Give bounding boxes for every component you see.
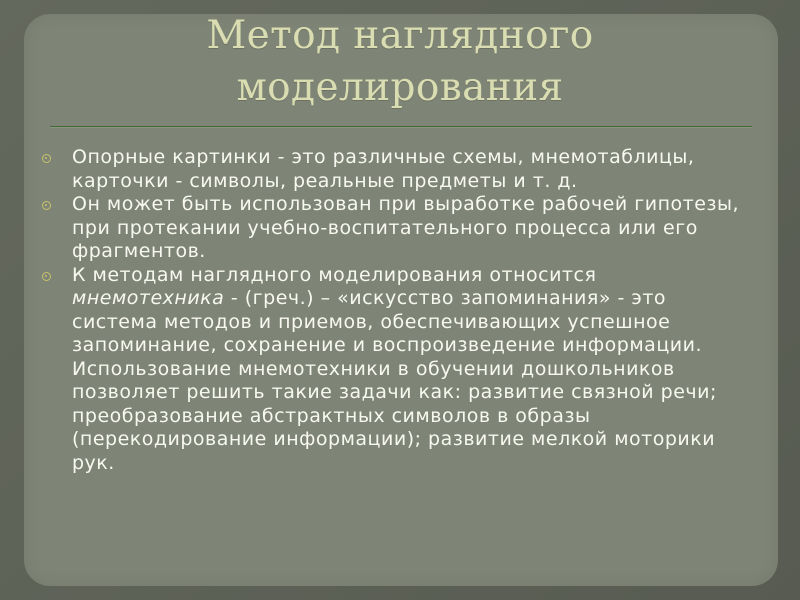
bullet-text-after-emphasis: - (греч.) – «искусство запоминания» - это система методов и приемов, обеспечивающих успешное запоминание, сохранение и воспроизведение информации. Использование мнемотехники в обучении дошкольников позволяет решить такие задачи как: развитие связной речи; преобразование абстрактных символов в образы (перекодирование информации); развитие мелкой моторики рук. (72, 287, 717, 474)
bullet-text: Он может быть использован при выработке рабочей гипотезы, при протекании учебно-воспитательного процесса или его фрагментов. (72, 193, 740, 262)
title-line-2: моделирования (236, 65, 564, 110)
bullet-text-before-emphasis: К методам наглядного моделирования относится (72, 263, 597, 286)
circle-outline-icon (42, 154, 51, 163)
slide-title (0, 10, 800, 114)
title-divider (50, 126, 752, 127)
title-line-1: Метод наглядного (206, 13, 594, 58)
bullet-text: Опорные картинки - это различные схемы, мнемотаблицы, карточки - символы, реальные предметы и т. д. (72, 146, 695, 192)
bullet-item-3 (40, 264, 752, 476)
bullet-item-1 (40, 146, 752, 193)
bullet-list (40, 146, 752, 475)
emphasis-term: мнемотехника (72, 287, 225, 309)
circle-outline-icon (42, 201, 51, 210)
bullet-item-2 (40, 193, 752, 264)
circle-outline-icon (42, 272, 51, 281)
